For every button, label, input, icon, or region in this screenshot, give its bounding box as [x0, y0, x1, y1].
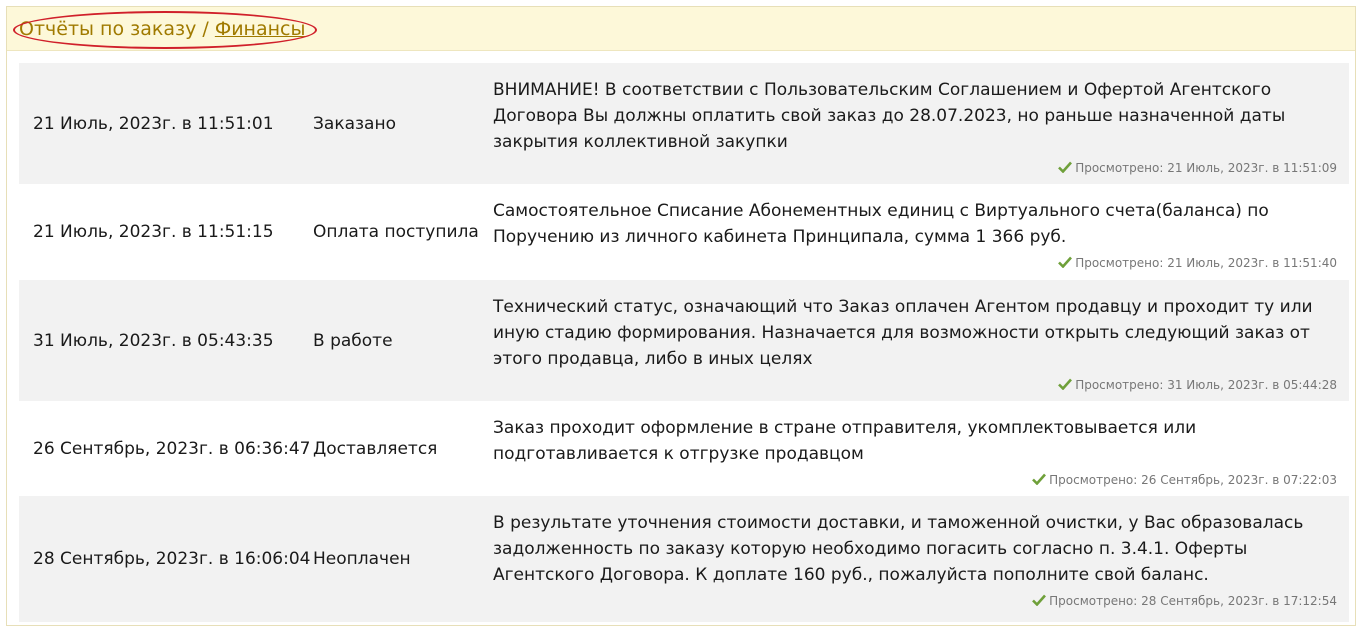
event-message-cell	[481, 280, 1349, 401]
event-message-cell	[481, 63, 1349, 184]
list-item	[19, 184, 1349, 280]
event-message-cell	[481, 184, 1349, 280]
order-events-list	[19, 63, 1349, 622]
list-item	[19, 401, 1349, 496]
event-message: Заказ проходит оформление в стране отправителя, укомплектовывается или подготавливается к отгрузке продавцом	[493, 418, 1197, 464]
viewed-status	[493, 471, 1337, 489]
viewed-status	[493, 254, 1337, 272]
breadcrumb-separator: /	[196, 18, 215, 40]
event-date: 26 Сентябрь, 2023г. в 06:36:47	[33, 438, 311, 459]
check-icon	[1058, 256, 1072, 268]
breadcrumb-current: Отчёты по заказу	[19, 18, 197, 40]
check-icon	[1032, 473, 1046, 485]
finance-link[interactable]: Финансы	[214, 18, 306, 40]
event-message: Самостоятельное Списание Абонементных единиц с Виртуального счета(баланса) по Поручению из личного кабинета Принципала, сумма 1 366 руб.	[493, 201, 1269, 247]
event-status: Неоплачен	[313, 549, 411, 569]
viewed-text: Просмотрено: 21 Июль, 2023г. в 11:51:09	[1075, 161, 1337, 175]
viewed-text: Просмотрено: 21 Июль, 2023г. в 11:51:40	[1075, 256, 1337, 270]
event-date: 28 Сентябрь, 2023г. в 16:06:04	[33, 549, 311, 569]
event-status: Доставляется	[313, 438, 438, 459]
viewed-text: Просмотрено: 31 Июль, 2023г. в 05:44:28	[1075, 378, 1337, 392]
event-date: 21 Июль, 2023г. в 11:51:01	[33, 113, 274, 134]
event-message-cell	[481, 401, 1349, 496]
viewed-text: Просмотрено: 26 Сентябрь, 2023г. в 07:22:03	[1049, 473, 1337, 487]
event-status: В работе	[313, 330, 393, 351]
event-message: ВНИМАНИЕ! В соответствии с Пользовательским Соглашением и Офертой Агентского Договора Вы должны оплатить свой заказ до 28.07.2023, но раньше назначенной даты закрытия коллективной закупки	[493, 80, 1286, 152]
viewed-status	[493, 376, 1337, 394]
breadcrumb	[19, 17, 305, 41]
panel-header	[7, 7, 1355, 51]
event-message: Технический статус, означающий что Заказ оплачен Агентом продавцу и проходит ту или иную стадию формирования. Назначается для возможности открыть следующий заказ от этого продавца, либо в иных целях	[493, 297, 1313, 369]
event-date: 21 Июль, 2023г. в 11:51:15	[33, 222, 274, 242]
list-item	[19, 496, 1349, 622]
event-status: Заказано	[313, 113, 396, 134]
check-icon	[1032, 594, 1046, 606]
check-icon	[1058, 161, 1072, 173]
event-date: 31 Июль, 2023г. в 05:43:35	[33, 330, 274, 351]
viewed-text: Просмотрено: 28 Сентябрь, 2023г. в 17:12:54	[1049, 594, 1337, 608]
order-reports-panel	[6, 6, 1356, 626]
list-item	[19, 280, 1349, 401]
viewed-status	[493, 159, 1337, 177]
viewed-status	[493, 592, 1337, 610]
check-icon	[1058, 378, 1072, 390]
event-message-cell	[481, 496, 1349, 622]
event-message: В результате уточнения стоимости доставки, и таможенной очистки, у Вас образовалась задолженность по заказу которую необходимо погасить согласно п. 3.4.1. Оферты Агентского Договора. К доплате 160 руб., пожалуйста пополните свой баланс.	[493, 513, 1304, 585]
event-status: Оплата поступила	[313, 222, 479, 242]
list-item	[19, 63, 1349, 184]
